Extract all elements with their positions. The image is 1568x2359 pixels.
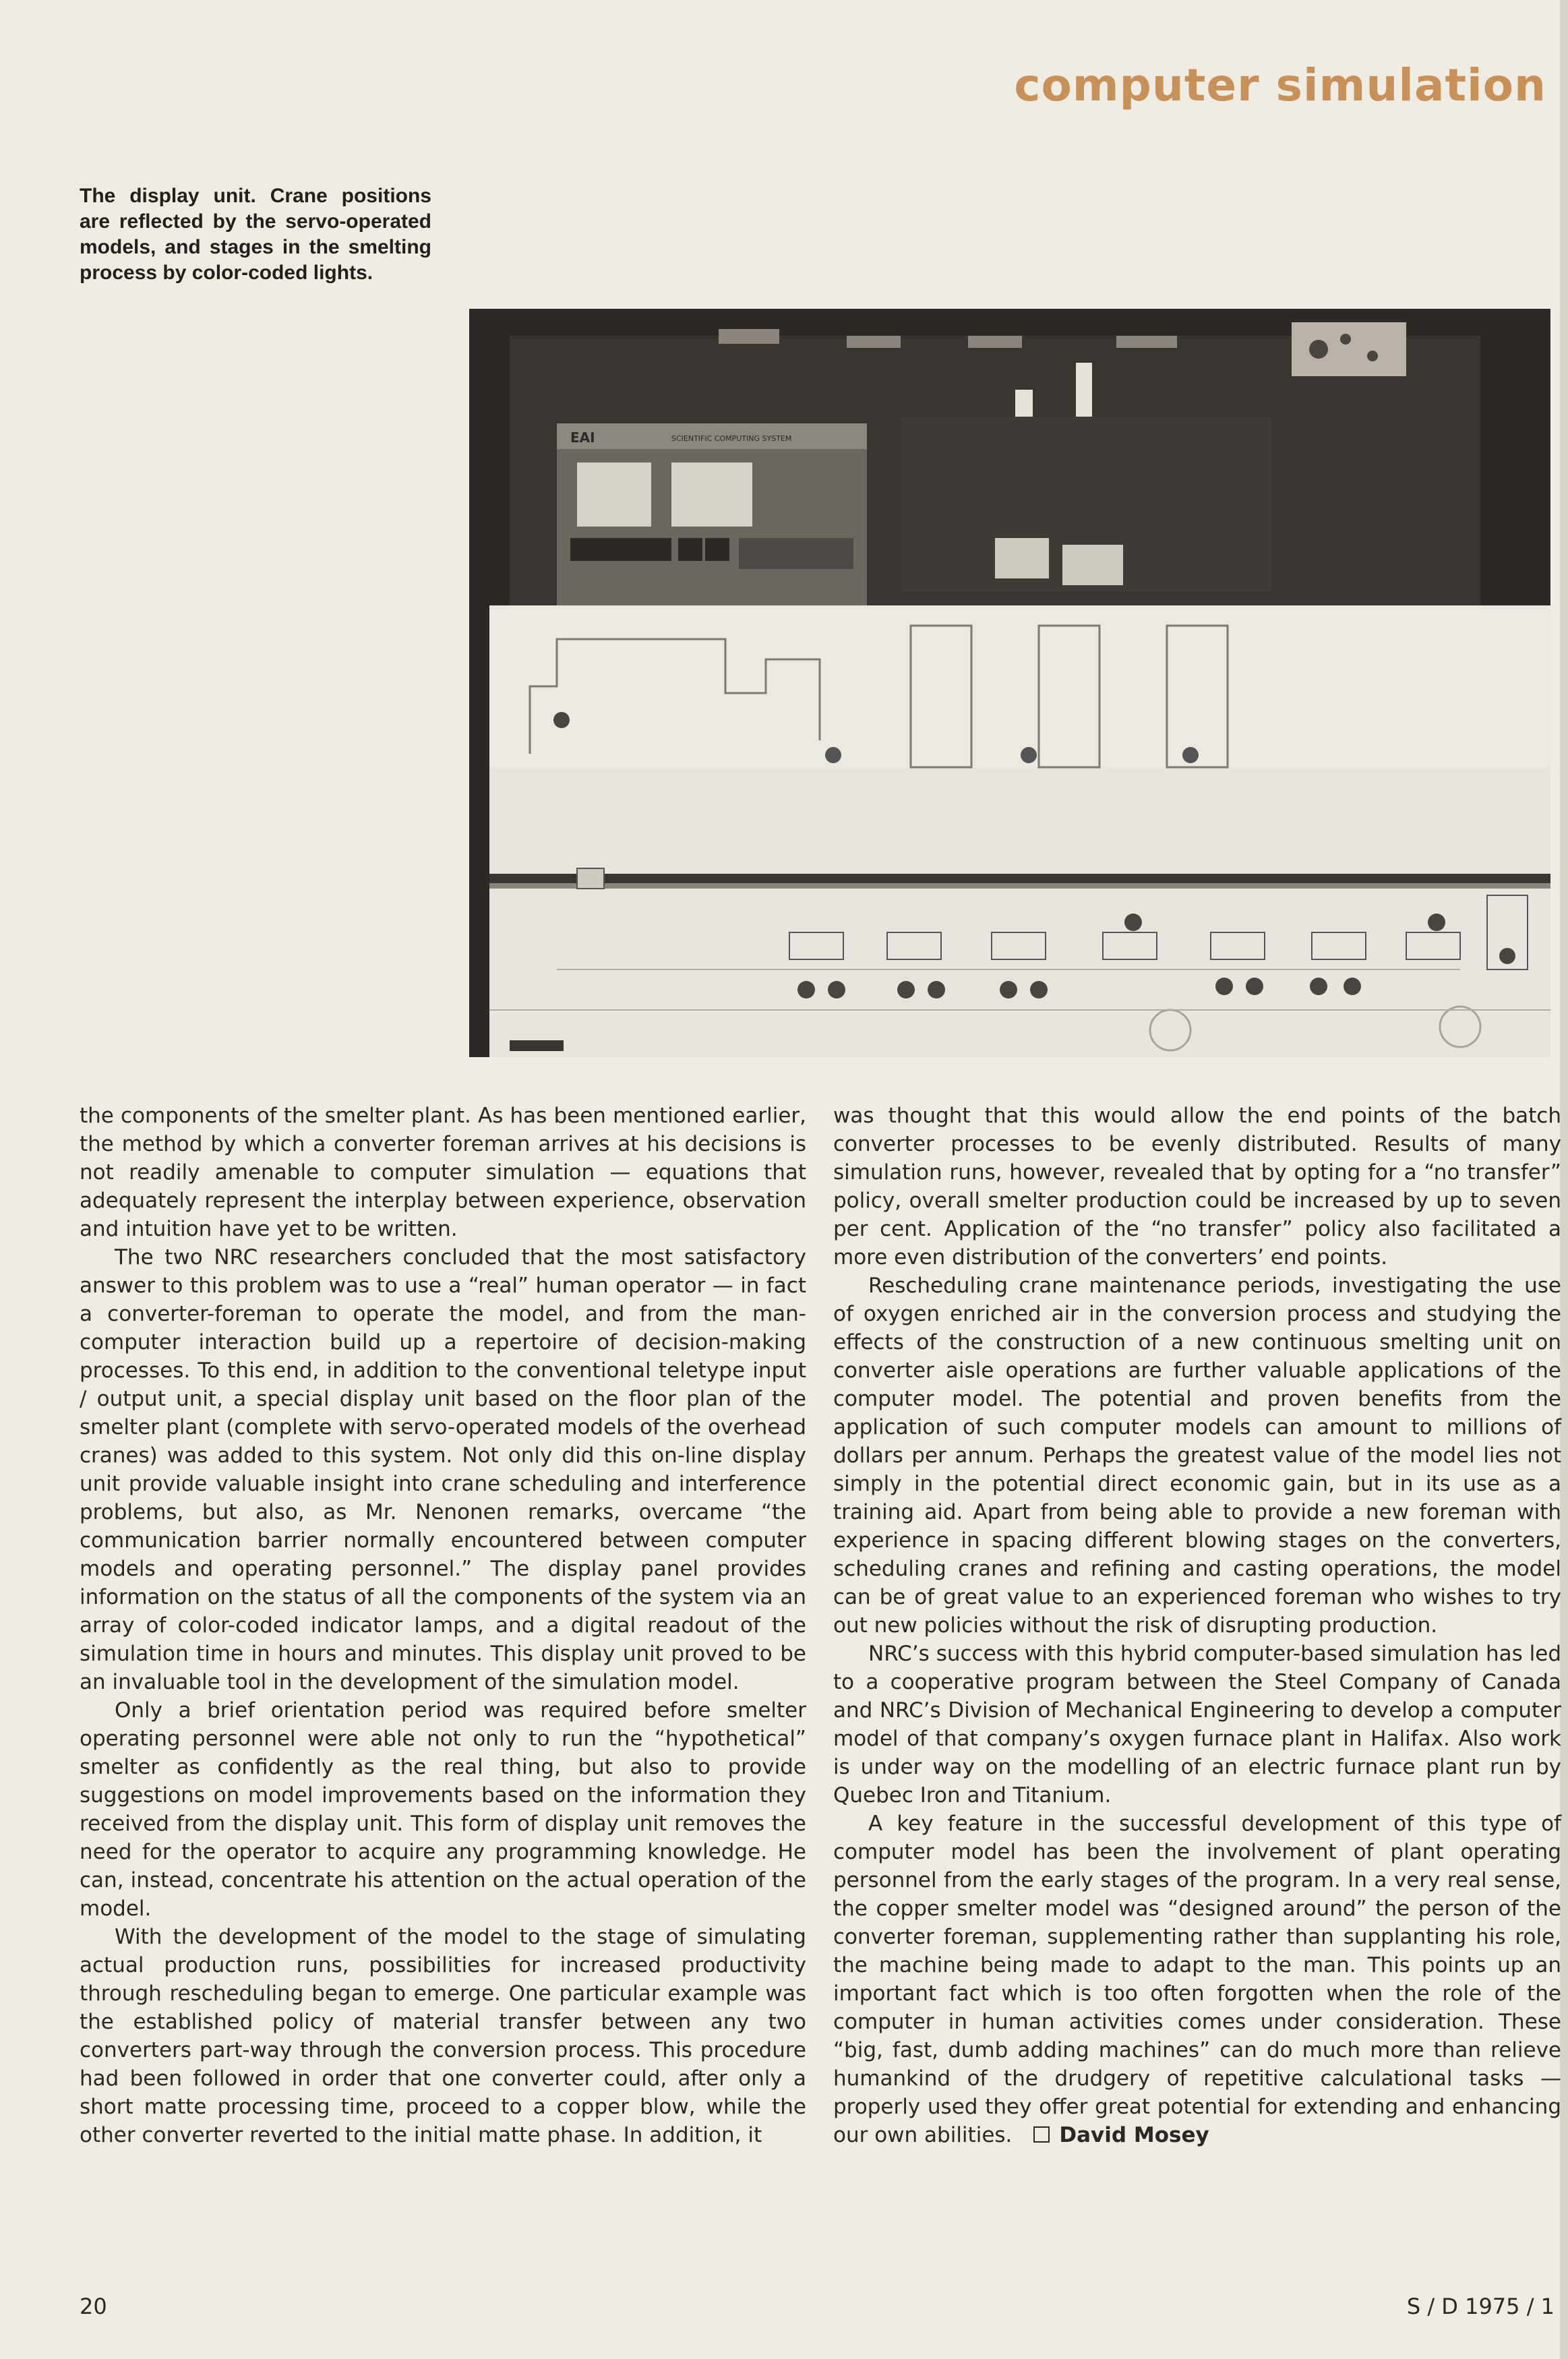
end-mark-icon [1033, 2126, 1050, 2143]
left-paragraph-1: the components of the smelter plant. As has been mentioned earlier, the method by which a converter foreman arrives at his decisions is not readily amenable to computer simulation — equations that adequately represent the interplay between experience, observation and intuition have yet to be written. [80, 1104, 806, 1241]
left-paragraph-2: The two NRC researchers concluded that the most satisfactory answer to this problem was to use a “real” human operator — in fact a converter-foreman to operate the model, and from the man-computer interaction build up a repertoire of decision-making processes. To this end, in addition to the conventional teletype input / output unit, a special display unit based on the floor plan of the smelter plant (complete with servo-operated models of the overhead cranes) was added to this system. Not only did this on-line display unit provide valuable insight into crane scheduling and interference problems, but also, as Mr. Nenonen remarks, overcame “the communication barrier normally encountered between computer models and operating personnel.” The display panel provides information on the status of all the components of the system via an array of color-coded indicator lamps, and a digital readout of the simulation time in hours and minutes. This display unit proved to be an invaluable tool in the development of the simulation model. [80, 1245, 806, 1694]
eai-brand: EAI [570, 429, 595, 446]
eai-system-label: SCIENTIFIC COMPUTING SYSTEM [671, 434, 792, 443]
page-number: 20 [80, 2294, 107, 2319]
right-column [833, 1102, 1561, 2149]
right-paragraph-3: NRC’s success with this hybrid computer-based simulation has led to a cooperative program between the Steel Company of Canada and NRC’s Division of Mechanical Engineering to develop a computer model of that company’s oxygen furnace plant in Halifax. Also work is under way on the modelling of an electric furnace plant run by Quebec Iron and Titanium. [833, 1642, 1562, 1808]
author-name: David Mosey [1059, 2123, 1209, 2147]
left-column [80, 1102, 806, 2149]
issue-label: S / D 1975 / 1 [1406, 2294, 1555, 2319]
right-paragraph-4-text: A key feature in the successful development of this type of computer model has been the involvement of plant operating personnel from the early stages of the program. In a very real sense, the copper smelter model was “designed around” the person of the converter foreman, supplementing rather than supplanting his role, the machine being made to adapt to the man. This points up an important fact which is too often forgotten when the role of the computer in human activities comes under consideration. These “big, fast, dumb adding machines” can do much more than relieve humankind of the drudgery of repetitive calculational tasks — properly used they offer great potential for extending and enhancing our own abilities. [833, 1812, 1561, 2147]
left-paragraph-4: With the development of the model to the stage of simulating actual production runs, possibilities for increased productivity through rescheduling began to emerge. One particular example was the established policy of material transfer between any two converters part-way through the conversion process. This procedure had been followed in order that one converter could, after only a short matte processing time, proceed to a copper blow, while the other converter reverted to the initial matte phase. In addition, it [80, 1925, 806, 2147]
figure-caption: The display unit. Crane positions are reflected by the servo-operated models, and stages in the smelting process by color-coded lights. [80, 185, 431, 284]
right-paragraph-2: Rescheduling crane maintenance periods, investigating the use of oxygen enriched air in the conversion process and studying the effects of the construction of a new continuous smelting unit on converter aisle operations are further valuable applications of the computer model. The potential and proven benefits from the application of such computer models can amount to millions of dollars per annum. Perhaps the greatest value of the model lies not simply in the potential direct economic gain, but in its use as a training aid. Apart from being able to provide a new foreman with experience in spacing different blowing stages on the converters, scheduling cranes and refining and casting operations, the model can be of great value to an experienced foreman who wishes to try out new policies without the risk of disrupting production. [833, 1274, 1561, 1638]
section-title: computer simulation [1014, 59, 1546, 111]
right-paragraph-1: was thought that this would allow the end points of the batch converter processes to be evenly distributed. Results of many simulation runs, however, revealed that by opting for a “no transfer” policy, overall smelter production could be increased by up to seven per cent. Application of the “no transfer” policy also facilitated a more even distribution of the converters’ end points. [833, 1104, 1561, 1270]
left-paragraph-3: Only a brief orientation period was required before smelter operating personnel were able not only to run the “hypothetical” smelter as confidently as the real thing, but also to provide suggestions on model improvements based on the information they received from the display unit. This form of display unit removes the need for the operator to acquire any programming knowledge. He can, instead, concentrate his attention on the actual operation of the model. [80, 1698, 806, 1921]
right-paragraph-4 [833, 1810, 1561, 2149]
display-unit-photo [469, 309, 1550, 1057]
